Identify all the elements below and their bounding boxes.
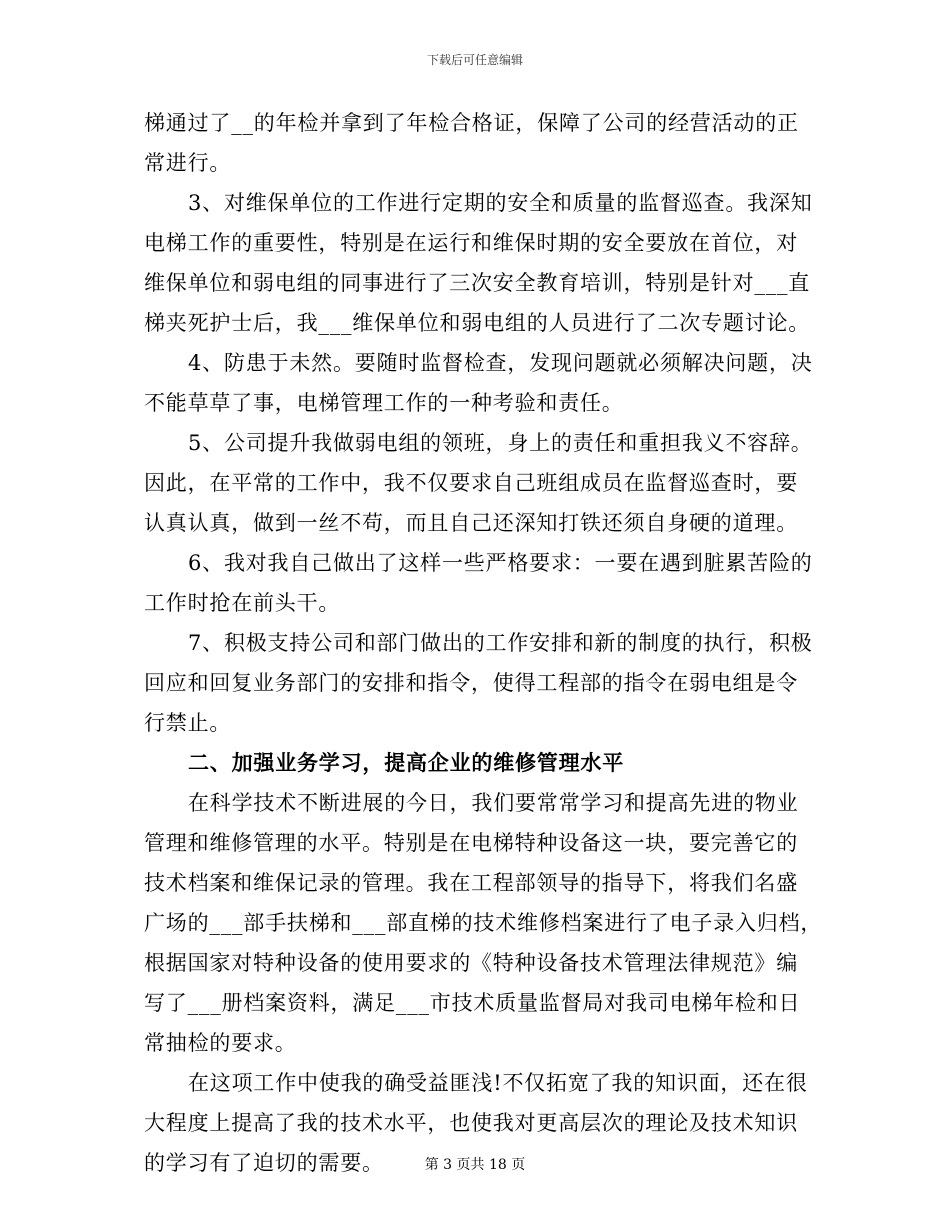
paragraph-item-6: 6、我对我自己做出了这样一些严格要求：一要在遇到脏累苦险的 bbox=[188, 551, 813, 575]
text-line: 广场的___部手扶梯和___部直梯的技术维修档案进行了电子录入归档， bbox=[144, 911, 823, 935]
text-line: 根据国家对特种设备的使用要求的《特种设备技术管理法律规范》编 bbox=[144, 951, 798, 975]
paragraph-item-4: 4、防患于未然。要随时监督检查，发现问题就必须解决问题，决 bbox=[188, 351, 813, 375]
paragraph-start: 在科学技术不断进展的今日，我们要常常学习和提高先进的物业 bbox=[188, 791, 799, 815]
paragraph-item-7: 7、积极支持公司和部门做出的工作安排和新的制度的执行，积极 bbox=[188, 631, 813, 655]
document-body bbox=[144, 103, 823, 1183]
text-line: 梯夹死护士后，我___维保单位和弱电组的人员进行了二次专题讨论。 bbox=[144, 311, 811, 335]
text-line: 工作时抢在前头干。 bbox=[144, 591, 341, 615]
text-line: 技术档案和维保记录的管理。我在工程部领导的指导下，将我们名盛 bbox=[144, 871, 798, 895]
paragraph-start: 在这项工作中使我的确受益匪浅!不仅拓宽了我的知识面，还在很 bbox=[188, 1071, 808, 1095]
text-line: 写了___册档案资料，满足___市技术质量监督局对我司电梯年检和日 bbox=[144, 991, 801, 1015]
text-line: 梯通过了__的年检并拿到了年检合格证，保障了公司的经营活动的正 bbox=[144, 111, 799, 135]
text-line: 回应和回复业务部门的安排和指令，使得工程部的指令在弱电组是令 bbox=[144, 671, 798, 695]
text-line: 的学习有了迫切的需要。 bbox=[144, 1151, 384, 1175]
paragraph-item-3: 3、对维保单位的工作进行定期的安全和质量的监督巡查。我深知 bbox=[188, 191, 813, 215]
text-line: 管理和维修管理的水平。特别是在电梯特种设备这一块，要完善它的 bbox=[144, 831, 798, 855]
text-line: 常抽检的要求。 bbox=[144, 1031, 297, 1055]
page-number: 第 3 页共 18 页 bbox=[424, 1157, 526, 1173]
text-line: 不能草草了事，电梯管理工作的一种考验和责任。 bbox=[144, 391, 624, 415]
text-line: 维保单位和弱电组的同事进行了三次安全教育培训，特别是针对___直 bbox=[144, 271, 811, 295]
paragraph-item-5: 5、公司提升我做弱电组的领班，身上的责任和重担我义不容辞。 bbox=[188, 431, 813, 455]
section-heading: 二、加强业务学习，提高企业的维修管理水平 bbox=[188, 750, 624, 775]
text-line: 因此，在平常的工作中，我不仅要求自己班组成员在监督巡查时，要 bbox=[144, 471, 798, 495]
text-line: 电梯工作的重要性，特别是在运行和维保时期的安全要放在首位，对 bbox=[144, 231, 798, 255]
text-line: 认真认真，做到一丝不苟，而且自己还深知打铁还须自身硬的道理。 bbox=[144, 511, 798, 535]
page-header: 下载后可任意编辑 bbox=[426, 53, 523, 67]
text-line: 常进行。 bbox=[144, 151, 232, 175]
text-line: 行禁止。 bbox=[144, 711, 232, 735]
text-line: 大程度上提高了我的技术水平，也使我对更高层次的理论及技术知识 bbox=[144, 1111, 798, 1135]
